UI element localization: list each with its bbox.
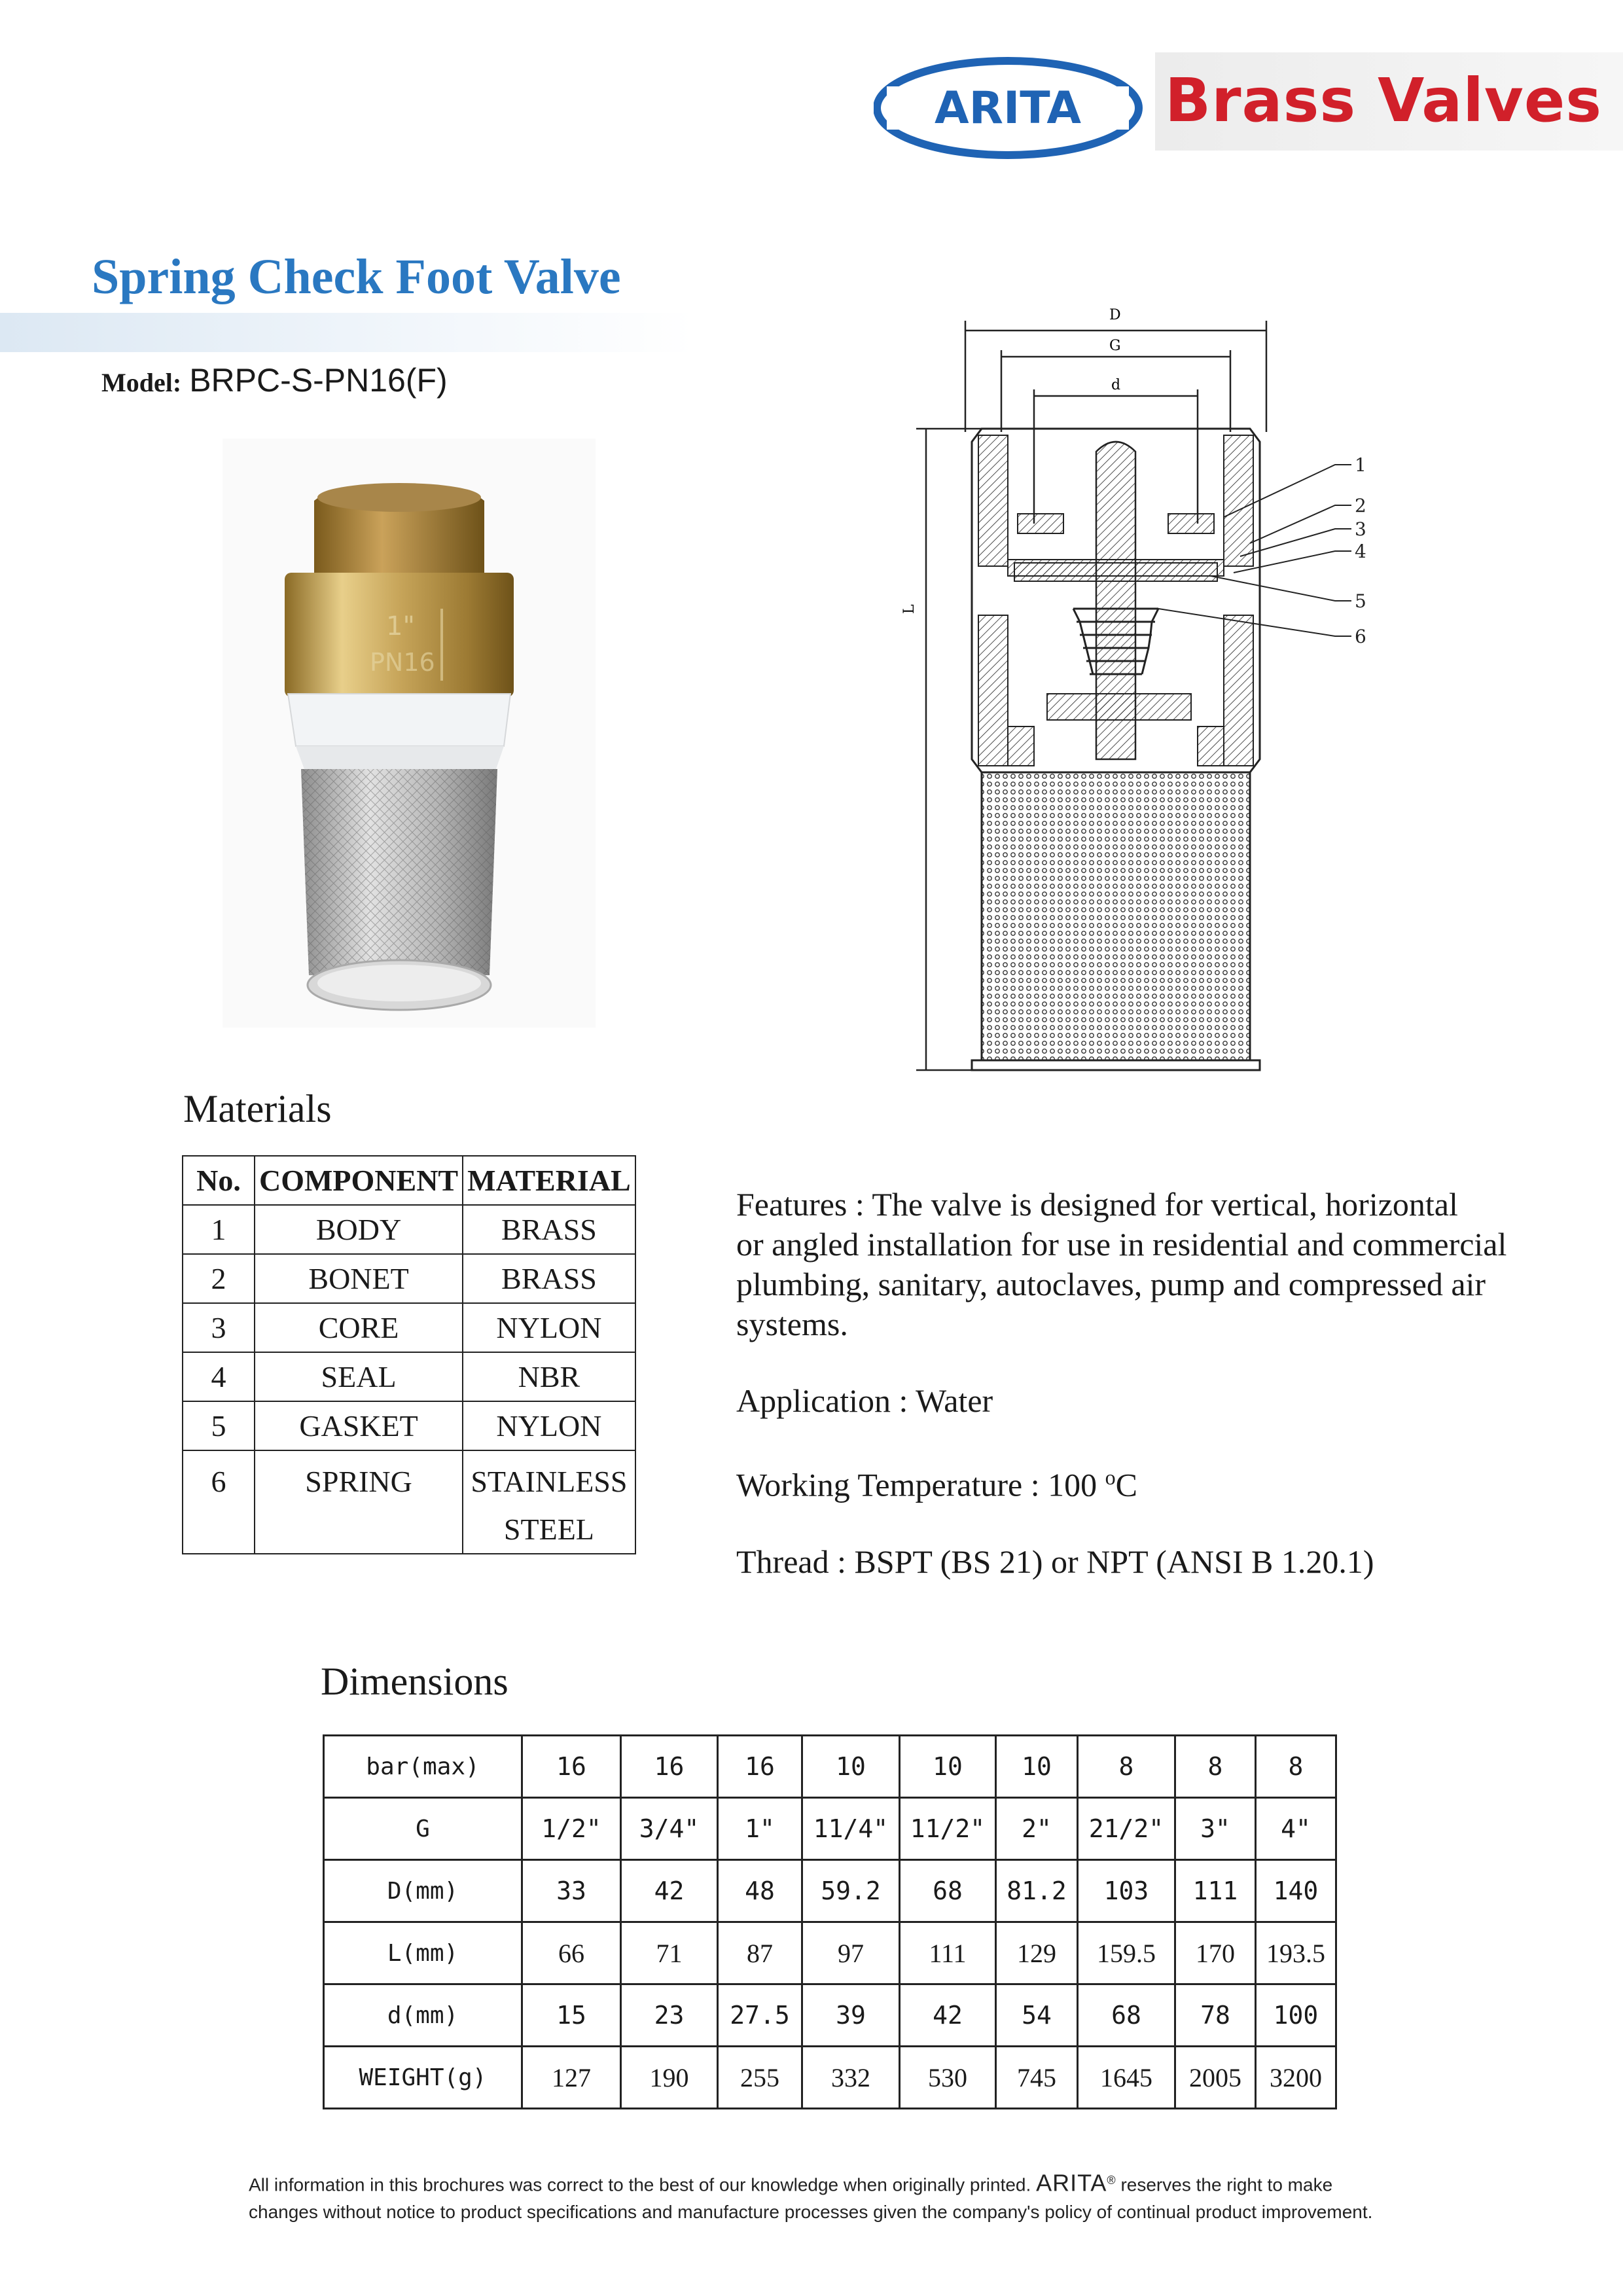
cell: 10 (996, 1736, 1078, 1798)
callout-3: 3 (1355, 518, 1366, 540)
cell: 100 (1256, 1984, 1336, 2047)
table-row (183, 1450, 635, 1554)
cell: 332 (802, 2047, 900, 2109)
row-label: G (324, 1798, 522, 1860)
cell: 10 (802, 1736, 900, 1798)
registered-mark: ® (1107, 2174, 1116, 2187)
row-material: BRASS (463, 1205, 635, 1254)
footer-line-2: changes without notice to product specifications and manufacture processes given the company's policy of continual product improvement. (249, 2202, 1373, 2223)
callout-4: 4 (1355, 541, 1366, 562)
dim-label-d: d (1111, 377, 1121, 393)
cell: 255 (718, 2047, 802, 2109)
cell: 745 (996, 2047, 1078, 2109)
title-band (0, 313, 694, 352)
row-component: SPRING (255, 1450, 463, 1554)
cell: 193.5 (1256, 1922, 1336, 1984)
logo-text: ARITA (934, 82, 1082, 134)
cell: 87 (718, 1922, 802, 1984)
row-material: NYLON (463, 1303, 635, 1352)
cell: 3" (1175, 1798, 1256, 1860)
cell: 16 (522, 1736, 621, 1798)
cell: 1645 (1078, 2047, 1175, 2109)
row-material-line2: STEEL (503, 1513, 594, 1546)
temperature-unit: C (1115, 1466, 1137, 1503)
cell: 1/2" (522, 1798, 621, 1860)
materials-table (182, 1155, 636, 1554)
features-text (736, 1185, 1574, 1344)
footer-disclaimer (249, 2166, 1400, 2226)
cell: 59.2 (802, 1860, 900, 1922)
row-no: 4 (183, 1352, 255, 1401)
row-label: WEIGHT(g) (324, 2047, 522, 2109)
cell: 11/2" (900, 1798, 996, 1860)
table-row (324, 2047, 1336, 2109)
callout-6: 6 (1355, 626, 1366, 647)
row-no: 3 (183, 1303, 255, 1352)
dim-label-D: D (1109, 307, 1121, 323)
col-no: No. (183, 1156, 255, 1205)
application-text: Application : Water (736, 1382, 993, 1419)
temperature-degree: o (1105, 1465, 1116, 1489)
materials-heading: Materials (183, 1087, 332, 1130)
table-row (324, 1922, 1336, 1984)
features-block (736, 1185, 1574, 1619)
footer-line-1 (249, 2166, 1400, 2198)
cell: 170 (1175, 1922, 1256, 1984)
cell: 23 (621, 1984, 718, 2047)
svg-text:1": 1" (386, 611, 415, 641)
cell: 16 (621, 1736, 718, 1798)
cell: 39 (802, 1984, 900, 2047)
table-row (183, 1352, 635, 1401)
features-line: Features : The valve is designed for vertical, horizontal (736, 1186, 1458, 1223)
cell: 1" (718, 1798, 802, 1860)
table-row (183, 1254, 635, 1303)
temperature-label: Working Temperature : 100 (736, 1466, 1105, 1503)
cell: 140 (1256, 1860, 1336, 1922)
cell: 16 (718, 1736, 802, 1798)
page-title: Spring Check Foot Valve (92, 249, 621, 304)
table-row (324, 1860, 1336, 1922)
table-row (183, 1303, 635, 1352)
row-material-line1: STAINLESS (471, 1465, 628, 1498)
col-material: MATERIAL (463, 1156, 635, 1205)
row-no: 1 (183, 1205, 255, 1254)
cell: 2" (996, 1798, 1078, 1860)
row-label: L(mm) (324, 1922, 522, 1984)
cell: 4" (1256, 1798, 1336, 1860)
cell: 81.2 (996, 1860, 1078, 1922)
row-label: d(mm) (324, 1984, 522, 2047)
row-label: bar(max) (324, 1736, 522, 1798)
callout-2: 2 (1355, 495, 1366, 516)
cell: 54 (996, 1984, 1078, 2047)
svg-text:PN16: PN16 (370, 648, 435, 677)
cell: 66 (522, 1922, 621, 1984)
cell: 71 (621, 1922, 718, 1984)
cell: 111 (1175, 1860, 1256, 1922)
cell: 2005 (1175, 2047, 1256, 2109)
cell: 530 (900, 2047, 996, 2109)
cell: 33 (522, 1860, 621, 1922)
row-component: SEAL (255, 1352, 463, 1401)
dim-label-L: L (901, 604, 918, 614)
table-row (324, 1984, 1336, 2047)
cell: 48 (718, 1860, 802, 1922)
cell: 15 (522, 1984, 621, 2047)
row-material: NYLON (463, 1401, 635, 1450)
thread-text: Thread : BSPT (BS 21) or NPT (ANSI B 1.20.1) (736, 1543, 1374, 1580)
foot-valve-photo (223, 439, 596, 1028)
callout-1: 1 (1355, 454, 1366, 476)
cell: 127 (522, 2047, 621, 2109)
footer-text: All information in this brochures was correct to the best of our knowledge when originally printed. (249, 2174, 1031, 2195)
arita-logo (874, 52, 1145, 164)
row-no: 2 (183, 1254, 255, 1303)
cell: 8 (1256, 1736, 1336, 1798)
features-line: or angled installation for use in residential and commercial (736, 1226, 1507, 1263)
valve-cross-section-drawing (883, 301, 1420, 1080)
dim-label-G: G (1109, 338, 1121, 354)
temperature-text (736, 1458, 1574, 1505)
brand-text: Brass Valves (1165, 65, 1603, 135)
cell: 11/4" (802, 1798, 900, 1860)
materials-header-row (183, 1156, 635, 1205)
row-label: D(mm) (324, 1860, 522, 1922)
dimensions-heading: Dimensions (321, 1660, 508, 1703)
row-component: BODY (255, 1205, 463, 1254)
dimensions-table (323, 1734, 1337, 2109)
cell: 42 (621, 1860, 718, 1922)
cell: 8 (1078, 1736, 1175, 1798)
cell: 111 (900, 1922, 996, 1984)
table-row (324, 1736, 1336, 1798)
cell: 27.5 (718, 1984, 802, 2047)
cell: 68 (1078, 1984, 1175, 2047)
cell: 42 (900, 1984, 996, 2047)
cell: 3/4" (621, 1798, 718, 1860)
callout-5: 5 (1355, 590, 1366, 612)
model-line (101, 361, 448, 399)
table-row (324, 1798, 1336, 1860)
cell: 159.5 (1078, 1922, 1175, 1984)
col-component: COMPONENT (255, 1156, 463, 1205)
row-material (463, 1450, 635, 1554)
row-material: BRASS (463, 1254, 635, 1303)
cell: 97 (802, 1922, 900, 1984)
row-no: 5 (183, 1401, 255, 1450)
cell: 68 (900, 1860, 996, 1922)
cell: 78 (1175, 1984, 1256, 2047)
cell: 3200 (1256, 2047, 1336, 2109)
model-value: BRPC-S-PN16(F) (189, 362, 448, 399)
table-row (183, 1401, 635, 1450)
row-component: CORE (255, 1303, 463, 1352)
cell: 21/2" (1078, 1798, 1175, 1860)
footer-text: reserves the right to make (1120, 2174, 1333, 2195)
cell: 10 (900, 1736, 996, 1798)
cell: 190 (621, 2047, 718, 2109)
cell: 103 (1078, 1860, 1175, 1922)
features-line: systems. (736, 1306, 848, 1342)
row-no: 6 (183, 1450, 255, 1554)
cell: 129 (996, 1922, 1078, 1984)
row-component: GASKET (255, 1401, 463, 1450)
features-line: plumbing, sanitary, autoclaves, pump and compressed air (736, 1266, 1486, 1302)
row-material: NBR (463, 1352, 635, 1401)
footer-brand: ARITA (1036, 2169, 1107, 2197)
cell: 8 (1175, 1736, 1256, 1798)
model-label: Model: (101, 368, 182, 397)
row-component: BONET (255, 1254, 463, 1303)
table-row (183, 1205, 635, 1254)
